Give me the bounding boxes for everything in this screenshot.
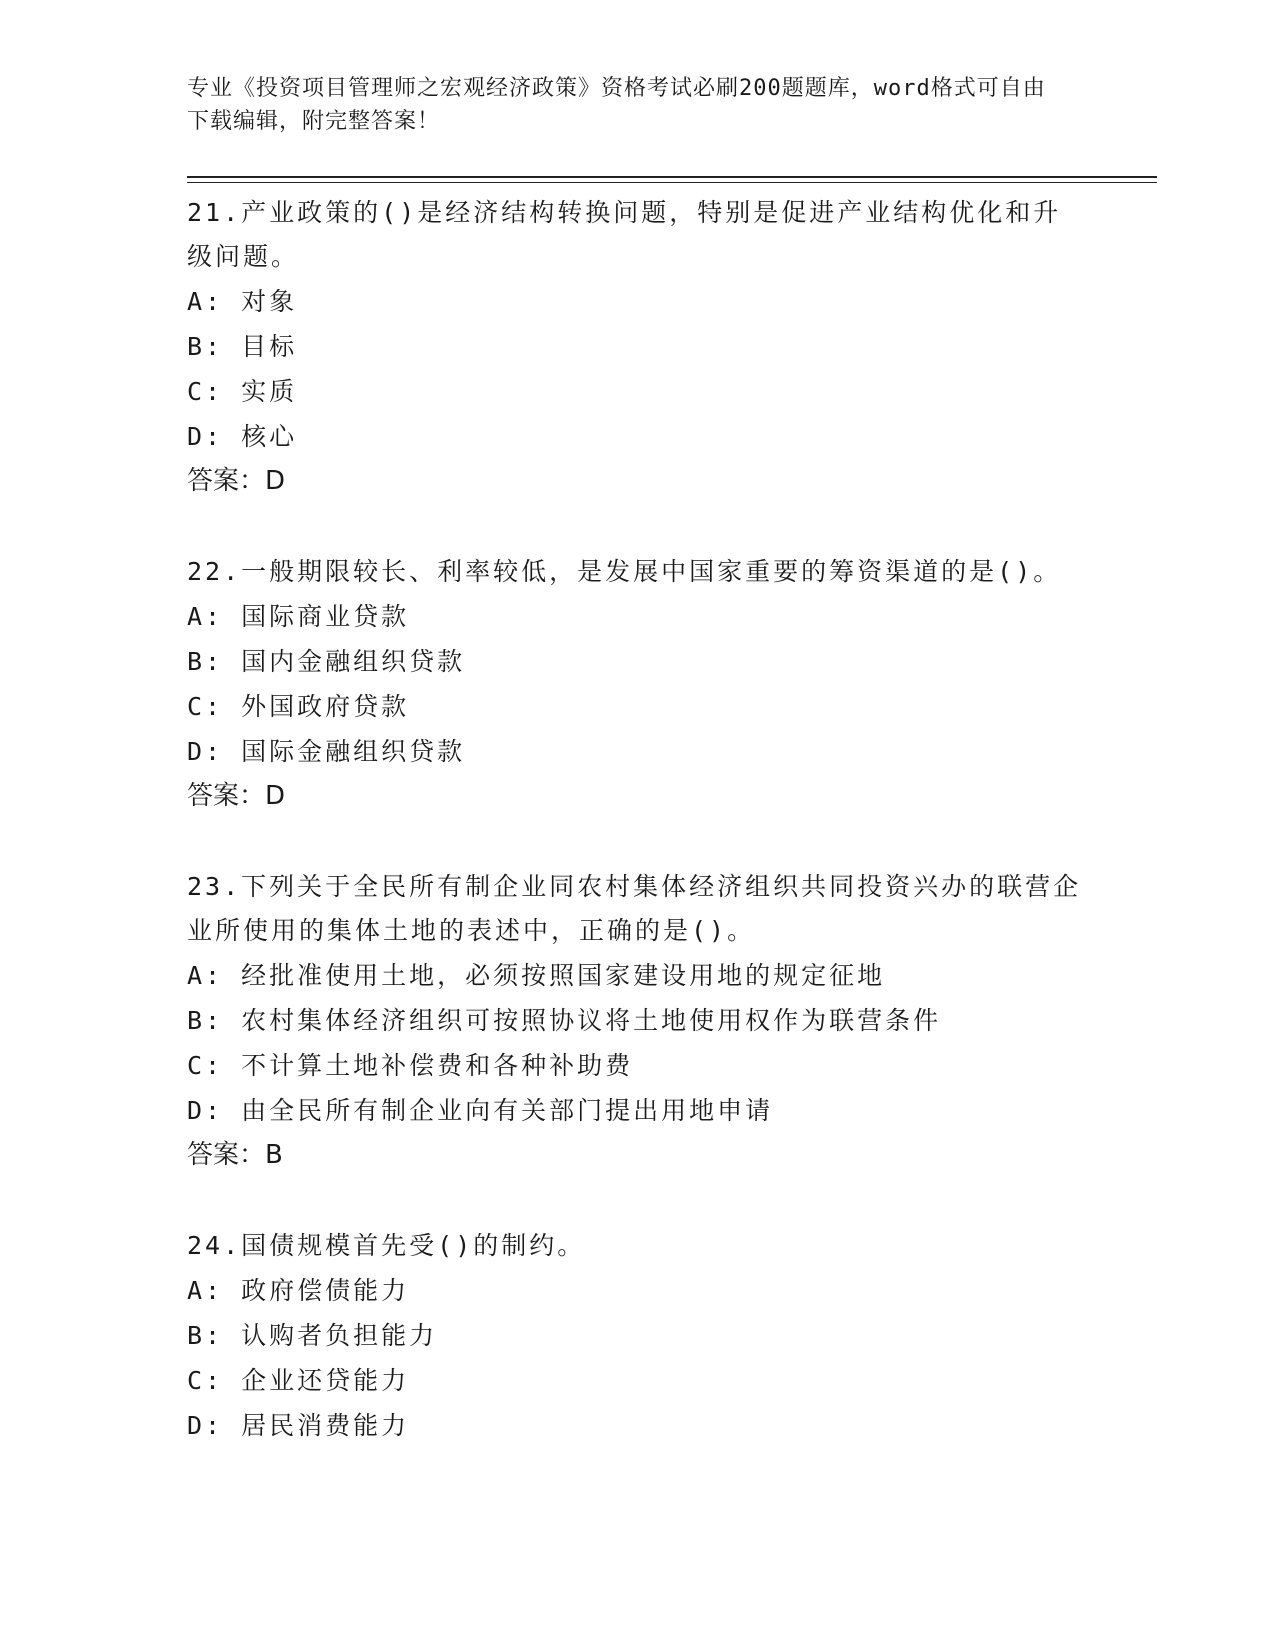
option-b: B: 认购者负担能力 [187,1321,438,1350]
question-stem: 21.产业政策的()是经济结构转换问题，特别是促进产业结构优化和升级问题。 [187,198,1062,271]
question-23 [187,865,1157,1178]
answer: 答案：D [187,466,286,496]
option-a: A: 政府偿债能力 [187,1276,410,1305]
header-divider [187,176,1157,183]
option-a: A: 经批准使用土地，必须按照国家建设用地的规定征地 [187,961,886,990]
divider-line-top [187,176,1157,178]
option-b: B: 农村集体经济组织可按照协议将土地使用权作为联营条件 [187,1006,942,1035]
option-c: C: 实质 [187,377,298,406]
document-page [187,72,1157,1494]
option-b: B: 国内金融组织贷款 [187,647,466,676]
question-24 [187,1224,1157,1448]
option-d: D: 核心 [187,422,298,451]
option-b: B: 目标 [187,332,298,361]
option-c: C: 不计算土地补偿费和各种补助费 [187,1051,634,1080]
option-d: D: 居民消费能力 [187,1411,410,1440]
divider-line-bottom [187,182,1157,183]
question-stem: 24.国债规模首先受()的制约。 [187,1231,586,1260]
option-c: C: 企业还贷能力 [187,1366,410,1395]
question-stem: 23.下列关于全民所有制企业同农村集体经济组织共同投资兴办的联营企业所使用的集体土地的表述中，正确的是()。 [187,872,1082,945]
option-c: C: 外国政府贷款 [187,692,410,721]
answer: 答案：D [187,781,286,811]
question-21 [187,191,1157,504]
option-a: A: 对象 [187,287,298,316]
option-d: D: 由全民所有制企业向有关部门提出用地申请 [187,1096,774,1125]
question-list [187,191,1157,1448]
question-stem: 22.一般期限较长、利率较低，是发展中国家重要的筹资渠道的是()。 [187,557,1062,586]
question-22 [187,550,1157,819]
answer: 答案：B [187,1140,283,1170]
option-a: A: 国际商业贷款 [187,602,410,631]
option-d: D: 国际金融组织贷款 [187,737,466,766]
document-header-title: 专业《投资项目管理师之宏观经济政策》资格考试必刷200题题库，word格式可自由下载编辑，附完整答案！ [187,76,1046,134]
